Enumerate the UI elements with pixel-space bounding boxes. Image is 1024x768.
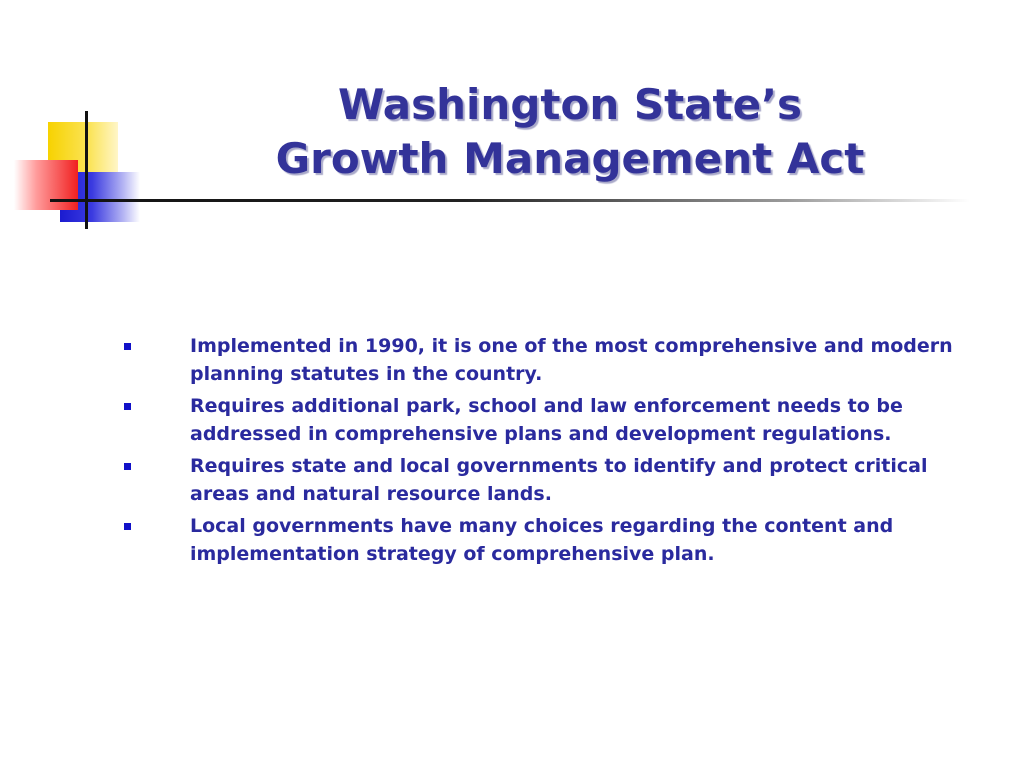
slide-title-line-1: Washington State’s <box>337 80 803 129</box>
bullet-text: Requires additional park, school and law enforcement needs to be addressed in comprehensive plans and development regulations. <box>190 395 903 445</box>
slide-title-line-2: Growth Management Act <box>275 134 865 183</box>
bullet-list <box>120 332 980 572</box>
square-bullet-icon <box>124 463 131 470</box>
bullet-item-critical-areas <box>120 452 980 508</box>
title-underline <box>50 199 970 202</box>
bullet-item-implemented <box>120 332 980 388</box>
bullet-item-local-choices <box>120 512 980 568</box>
square-bullet-icon <box>124 343 131 350</box>
bullet-text: Requires state and local governments to identify and protect critical areas and natural resource lands. <box>190 455 928 505</box>
square-bullet-icon <box>124 403 131 410</box>
bullet-item-requires-park-school <box>120 392 980 448</box>
red-square <box>14 160 78 210</box>
square-bullet-icon <box>124 523 131 530</box>
bullet-text: Local governments have many choices regarding the content and implementation strategy of comprehensive plan. <box>190 515 894 565</box>
bullet-text: Implemented in 1990, it is one of the most comprehensive and modern planning statutes in the country. <box>190 335 953 385</box>
slide-title <box>210 78 930 186</box>
vertical-rule <box>85 111 88 229</box>
color-squares-logo <box>0 0 150 240</box>
